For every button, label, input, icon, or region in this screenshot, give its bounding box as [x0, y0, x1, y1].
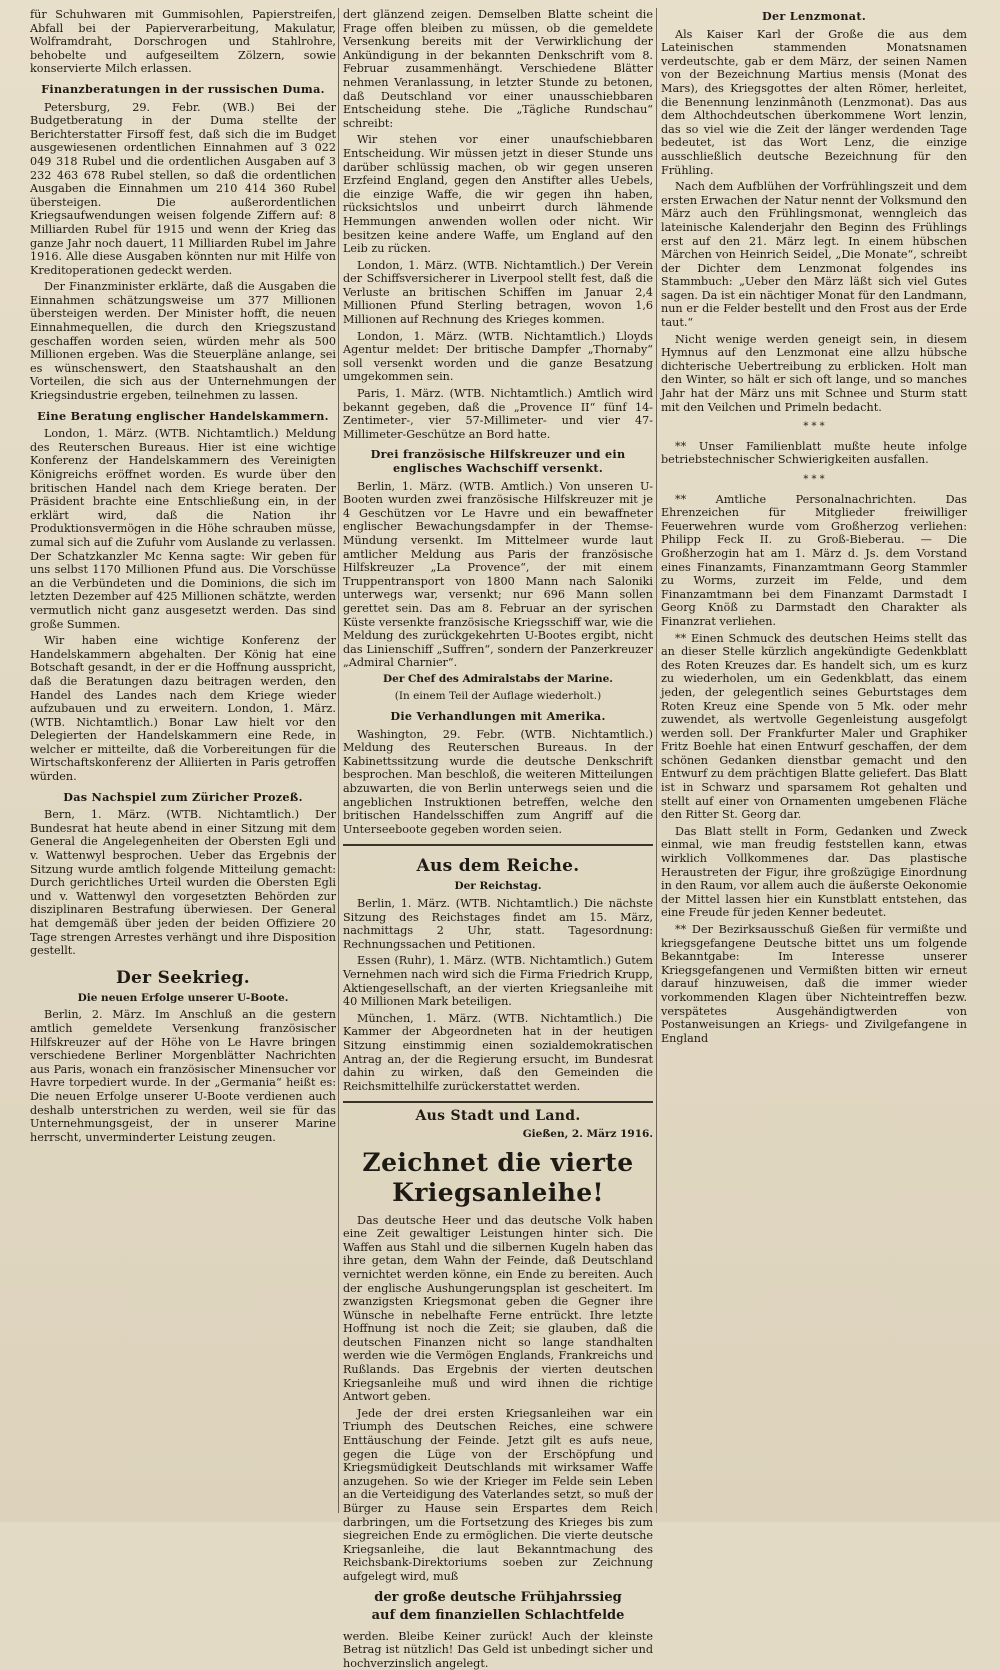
article-text: werden. Bleibe Keiner zurück! Auch der kleinste Betrag ist nützlich! Das Geld ist unbedingt sicher und hochverzinslich angelegt. — [343, 1629, 653, 1670]
article-text: Washington, 29. Febr. (WTB. Nichtamtlich.) Meldung des Reuterschen Bureaus. In der Kabinettssitzung wurde die deutsche Denkschrift besprochen. Man beschloß, die weiteren Mitteilungen abzuwarten, die von Berlin unterwegs seien und die angeblichen Instruktionen betreffen, welche den britischen Handelsschiffen zum Angriff auf die Unterseeboote gegeben worden seien. — [343, 727, 653, 836]
article-text: Wir haben eine wichtige Konferenz der Handelskammern abgehalten. Der König hat eine Botschaft gesandt, in der er die Hoffnung ausspricht, daß die Beratungen dazu beitragen werden, den Handel des Landes nach dem Kriege wieder aufzubauen und zu erweitern. London, 1. März. (WTB. Nichtamtlich.) Bonar Law hielt vor den Delegierten der Handelskammern eine Rede, in welcher er mitteilte, daß die Vorbereitungen für die Wirtschaftskonferenz der Alliierten in Paris getroffen würden. — [30, 634, 336, 784]
headline-russian-duma: Finanzberatungen in der russischen Duma. — [41, 81, 325, 96]
headline-zurich-trial: Das Nachspiel zum Züricher Prozeß. — [63, 789, 303, 804]
article-text: dert glänzend zeigen. Demselben Blatte scheint die Frage offen bleiben zu müssen, ob die gemeldete Versenkung bereits mit der Verwirklichung der Ankündigung in der bekannten Denkschrift vom 8. Februar zusammenhängt. Verschiedene Blätter nehmen Veranlassung, in letzter Stunde zu betonen, daß Deutschland vor einer unausschiebbaren Entscheidung stehe. Die „Tägliche Rundschau“ schreibt: — [343, 8, 653, 130]
article-text: ** Amtliche Personalnachrichten. Das Ehrenzeichen für Mitglieder freiwilliger Feuerwehren wurde vom Großherzog verliehen: Philipp Feck II. zu Groß-Bieberau. — Die Großherzogin hat am 1. März d. Js. dem Vorstand eines Finanzamts, Finanzamtmann Georg Stammler zu Worms, zurzeit im Felde, und dem Finanzamtmann bei dem Finanzamt Darmstadt I Georg Knöß zu Darmstadt den Charakter als Finanzrat verliehen. — [661, 492, 967, 628]
article-text: München, 1. März. (WTB. Nichtamtlich.) Die Kammer der Abgeordneten hat in der heutigen Sitzung einstimmig einen sozialdemokratischen Antrag an, der die Regierung ersucht, im Bundesrat dahin zu wirken, daß den Gemeinden die Reichsmittelhilfe zurückerstattet werden. — [343, 1011, 653, 1093]
article-text: Bern, 1. März. (WTB. Nichtamtlich.) Der Bundesrat hat heute abend in einer Sitzung mit dem General die Angelegenheiten der Obersten Egli und v. Wattenwyl besprochen. Ueber das Ergebnis der Sitzung wurde amtlich folgende Mitteilung gemacht: Durch gerichtliches Urteil wurden die Obersten Egli und v. Wattenwyl den vorgesetzten Behörden zur disziplinaren Bestrafung überwiesen. Der General hat demgemäß über jeden der beiden Offiziere 20 Tage strengen Arrestes verhängt und ihre Disposition gestellt. — [30, 808, 336, 958]
separator-stars: * * * — [803, 474, 825, 485]
article-text: Als Kaiser Karl der Große die aus dem Lateinischen stammenden Monatsnamen verdeutschte, gab er dem März, der seinen Namen von der Bezeichnung Martius mensis (Monat des Mars), des Kriegsgottes der alten Römer, herleitet, die Benennung lenzinmânoth (Lenzmonat). Das aus dem Althochdeutschen überkommene Wort lenzin, das so viel wie die Zeit der länger werdenden Tage bedeutet, ist das Wort Lenz, die einzige ausschließlich deutsche Bezeichnung für den Frühling. — [661, 27, 967, 177]
section-headline-city: Aus Stadt und Land. — [415, 1108, 581, 1125]
article-text: ** Unser Familienblatt mußte heute infolge betriebstechnischer Schwierigkeiten ausfallen. — [661, 439, 967, 467]
article-text: Der Finanzminister erklärte, daß die Ausgaben die Einnahmen schätzungsweise um 377 Millionen übersteigen werden. Der Minister hofft, die neuen Einnahmequellen, die durch den Kriegszustand geschaffen worden seien, würden mehr als 500 Millionen ergeben. Was die Steuerpläne anlange, sei es wünschenswert, den Staatshaushalt an den Vorteilen, die sich aus der Unternehmungen der Kriegsindustrie ergeben, teilnehmen zu lassen. — [30, 280, 336, 403]
article-text: Wir stehen vor einer unaufschiebbaren Entscheidung. Wir müssen jetzt in dieser Stunde uns darüber schlüssig machen, ob wir gegen unseren Erzfeind England, gegen den Anstifter alles Uebels, die einzige Waffe, die wir gegen ihn haben, rücksichtslos und unbeirrt durch lähmende Hemmungen anwenden wollen oder nicht. Wir besitzen keine andere Waffe, um England auf den Leib zu rücken. — [343, 133, 653, 256]
article-text: ** Der Bezirksausschuß Gießen für vermißte und kriegsgefangene Deutsche bittet uns um folgende Bekanntgabe: Im Interesse unserer Kriegsgefangenen und Vermißten bitten wir erneut darauf hinzuweisen, daß die immer wieder vorkommenden Klagen über Nichteintreffen bezw. verspätetes Ausgehändigtwerden von Postanweisungen an Kriegs- und Zivilgefangene in England — [661, 923, 967, 1045]
headline-america: Die Verhandlungen mit Amerika. — [390, 709, 606, 724]
section-divider — [343, 844, 653, 846]
section-divider — [343, 1101, 653, 1103]
repeat-note: (In einem Teil der Auflage wiederholt.) — [394, 689, 602, 702]
subheadline-u-boats: Die neuen Erfolge unserer U-Boote. — [77, 991, 289, 1004]
headline-auxiliary-cruisers: Drei französische Hilfskreuzer und ein englisches Wachschiff versenkt. — [370, 447, 626, 475]
column-right — [661, 8, 967, 1513]
war-loan-appeal-headline: Zeichnet die vierte Kriegsanleihe! — [362, 1147, 634, 1207]
subheadline-reichstag: Der Reichstag. — [454, 880, 542, 893]
article-text: Jede der drei ersten Kriegsanleihen war ein Triumph des Deutschen Reiches, eine schwere Enttäuschung der Feinde. Jetzt gilt es aufs neue, gegen die Lüge von der Erschöpfung und Kriegsmüdigkeit Deutschlands mit wirksamer Waffe anzugehen. So wie der Krieger im Felde sein Leben an die Verteidigung des Vaterlandes setzt, so muß der Bürger zu Hause sein Erspartes dem Reich darbringen, um die Fortsetzung des Krieges bis zum siegreichen Ende zu ermöglichen. Die vierte deutsche Kriegsanleihe, die laut Bekanntmachung des Reichsbank-Direktoriums soeben zur Zeichnung aufgelegt wird, muß — [343, 1406, 653, 1583]
article-text: Das Blatt stellt in Form, Gedanken und Zweck einmal, wie man freudig feststellen kann, etwas wirklich Vollkommenes dar. Das plastische Heraustreten der Figur, ihre großzügige Einordnung in den Raum, vor allem auch die äußerste Oekonomie der Mittel lassen hier ein Kunstblatt entstehen, das eine Freude für jeden Kenner bedeutet. — [661, 824, 967, 920]
article-text: Das deutsche Heer und das deutsche Volk haben eine Zeit gewaltiger Leistungen hinter sich. Die Waffen aus Stahl und die silbernen Kugeln haben das ihre getan, dem Wahn der Feinde, daß Deutschland vernichtet werden könne, ein Ende zu bereiten. Auch der englische Aushungerungsplan ist gescheitert. Im zwanzigsten Kriegsmonat geben die Gegner ihre Wünsche in nebelhafte Ferne entrückt. Ihre letzte Hoffnung ist noch die Zeit; sie glauben, daß die deutschen Finanzen nicht so lange standhalten werden wie die Vermögen Englands, Frankreichs und Rußlands. Das Ergebnis der vierten deutschen Kriegsanleihe muß und wird ihnen die richtige Antwort geben. — [343, 1213, 653, 1404]
article-text: London, 1. März. (WTB. Nichtamtlich.) Der Verein der Schiffsversicherer in Liverpool stellt fest, daß die Verluste an britischen Schiffen im Januar 2,4 Millionen Pfund Sterling betragen, wovon 1,6 Millionen auf Rechnung des Krieges kommen. — [343, 258, 653, 327]
appeal-slogan-line-1: der große deutsche Frühjahrssieg — [374, 1589, 622, 1605]
article-text: Petersburg, 29. Febr. (WB.) Bei der Budgetberatung in der Duma stellte der Berichterstatter Firsoff fest, daß sich die im Budget ausgewiesenen ordentlichen Einnahmen auf 3 022 049 318 Rubel und die ordentlichen Ausgaben auf 3 232 463 678 Rubel stellen, so daß die ordentlichen Ausgaben die Einnahmen um 210 414 360 Rubel übersteigen. Die außerordentlichen Kriegsaufwendungen weisen folgende Ziffern auf: 8 Milliarden Rubel für 1915 und wenn der Krieg das ganze Jahr noch dauert, 11 Milliarden Rubel im Jahre 1916. Alle diese Ausgaben könnten nur mit Hilfe von Kreditoperationen gedeckt werden. — [30, 100, 336, 277]
article-text: London, 1. März. (WTB. Nichtamtlich.) Meldung des Reuterschen Bureaus. Hier ist eine wichtige Konferenz der Handelskammern des Vereinigten Königreichs eröffnet worden. Es wurde über den britischen Handel nach dem Kriege beraten. Der Präsident brachte eine Entschließung ein, in der erklärt wird, daß die Nation ihr Produktionsvermögen in die Höhe schrauben müsse, zumal sich auf die Zufuhr vom Auslande zu verlassen. Der Schatzkanzler Mc Kenna sagte: Wir geben für uns selbst 1170 Millionen Pfund aus. Die Vorschüsse an die Verbündeten und die Dominions, die sich im letzten Dezember auf 425 Millionen schätzte, werden vermutlich nicht ganz ausgesetzt werden. Das sind große Summen. — [30, 427, 336, 631]
column-rule — [656, 8, 657, 1513]
headline-english-chambers: Eine Beratung englischer Handelskammern. — [37, 408, 329, 423]
column-left — [30, 8, 336, 1513]
appeal-slogan-line-2: auf dem finanziellen Schlachtfelde — [371, 1607, 625, 1623]
article-text: Berlin, 1. März. (WTB. Amtlich.) Von unseren U-Booten wurden zwei französische Hilfskreuzer mit je 4 Geschützen vor Le Havre und ein bewaffneter englischer Bewachungsdampfer in der Themse-Mündung versenkt. Im Mittelmeer wurde laut amtlicher Meldung aus Paris der französische Hilfskreuzer „La Provence“, der mit einem Truppentransport von 1800 Mann nach Saloniki unterwegs war, versenkt; nur 696 Mann sollen gerettet sein. Das am 8. Februar an der syrischen Küste versenkte französische Kriegsschiff war, wie die Meldung des zurückgekehrten U-Bootes ergibt, nicht das Linienschiff „Suffren“, sondern der Panzerkreuzer „Admiral Charnier“. — [343, 479, 653, 670]
headline-lenzmonat: Der Lenzmonat. — [761, 9, 867, 23]
article-text: Berlin, 1. März. (WTB. Nichtamtlich.) Die nächste Sitzung des Reichstages findet am 15. März, nachmittags 2 Uhr, statt. Tagesordnung: Rechnungssachen und Petitionen. — [343, 897, 653, 951]
article-text: für Schuhwaren mit Gummisohlen, Papierstreifen, Abfall bei der Papierverarbeitung, Makulatur, Wolframdraht, Dorschrogen und Stahlrohre, behobelte und aufgeseiltem Zölzern, sowie konservierte Milch erlassen. — [30, 8, 336, 76]
section-headline-reich: Aus dem Reiche. — [416, 856, 580, 877]
column-rule — [338, 8, 339, 1513]
article-text: Nach dem Aufblühen der Vorfrühlingszeit und dem ersten Erwachen der Natur nennt der Volksmund den März auch den Frühlingsmonat, wenngleich das lateinische Kalenderjahr den Beginn des Frühlings erst auf den 21. März legt. In einem hübschen Märchen von Heinrich Seidel, „Die Monate“, schreibt der Dichter dem Lenzmonat folgendes ins Stammbuch: „Ueber den März läßt sich viel Gutes sagen. Da ist ein nächtiger Monat für den Landmann, nun er die Felder bestellt und den Frost aus der Erde taut.“ — [661, 180, 967, 330]
dateline: Gießen, 2. März 1916. — [522, 1127, 653, 1140]
separator-stars: * * * — [803, 421, 825, 433]
article-text: Paris, 1. März. (WTB. Nichtamtlich.) Amtlich wird bekannt gegeben, daß die „Provence II“ fünf 14-Zentimeter-, vier 57-Millimeter- und vier 47-Millimeter-Geschütze an Bord hatte. — [343, 387, 653, 441]
section-headline-naval-war: Der Seekrieg. — [115, 967, 251, 988]
article-text: Nicht wenige werden geneigt sein, in diesem Hymnus auf den Lenzmonat eine allzu hübsche dichterische Uebertreibung zu erblicken. Holt man den Winter, so hält er sich oft lange, und so manches Jahr hat der März uns mit Schnee und Sturm statt mit den Veilchen und Primeln bedacht. — [661, 332, 967, 414]
column-middle — [343, 8, 653, 1670]
article-text: ** Einen Schmuck des deutschen Heims stellt das an dieser Stelle kürzlich angekündigte Gedenkblatt des Roten Kreuzes dar. Es handelt sich, um es kurz zu wiederholen, um ein Gedenkblatt, das einem jeden, der gelegentlich seines Geburtstages dem Roten Kreuz eine Spende von 5 Mk. oder mehr zuwendet, als wertvolle Gegenleistung ausgefolgt werden soll. Der Frankfurter Maler und Graphiker Fritz Boehle hat einen Entwurf geschaffen, der dem schönen Gedanken dienstbar gemacht und den Entwurf zu dem prächtigen Blatte geliefert. Das Blatt ist in Schwarz und sparsamem Rot gehalten und stellt auf einer von Ornamenten umgebenen Fläche den Ritter St. Georg dar. — [661, 631, 967, 822]
signature-admiral-staff: Der Chef des Admiralstabs der Marine. — [383, 672, 613, 685]
article-text: London, 1. März. (WTB. Nichtamtlich.) Lloyds Agentur meldet: Der britische Dampfer „Thornaby“ soll versenkt worden und die ganze Besatzung umgekommen sein. — [343, 329, 653, 384]
article-text: Berlin, 2. März. Im Anschluß an die gestern amtlich gemeldete Versenkung französischer Hilfskreuzer auf der Höhe von Le Havre bringen verschiedene Berliner Morgenblätter Nachrichten aus Paris, wonach ein französischer Minensucher vor Havre torpediert wurde. In der „Germania“ heißt es: Die neuen Erfolge unserer U-Boote verdienen auch deshalb unterstrichen zu werden, weil sie für das Unternehmungsgeist, der in unserer Marine herrscht, unverminderter Leistung zeugen. — [30, 1008, 336, 1144]
article-text: Essen (Ruhr), 1. März. (WTB. Nichtamtlich.) Gutem Vernehmen nach wird sich die Firma Friedrich Krupp, Aktiengesellschaft, an der vierten Kriegsanleihe mit 40 Millionen Mark beteiligen. — [343, 954, 653, 1009]
